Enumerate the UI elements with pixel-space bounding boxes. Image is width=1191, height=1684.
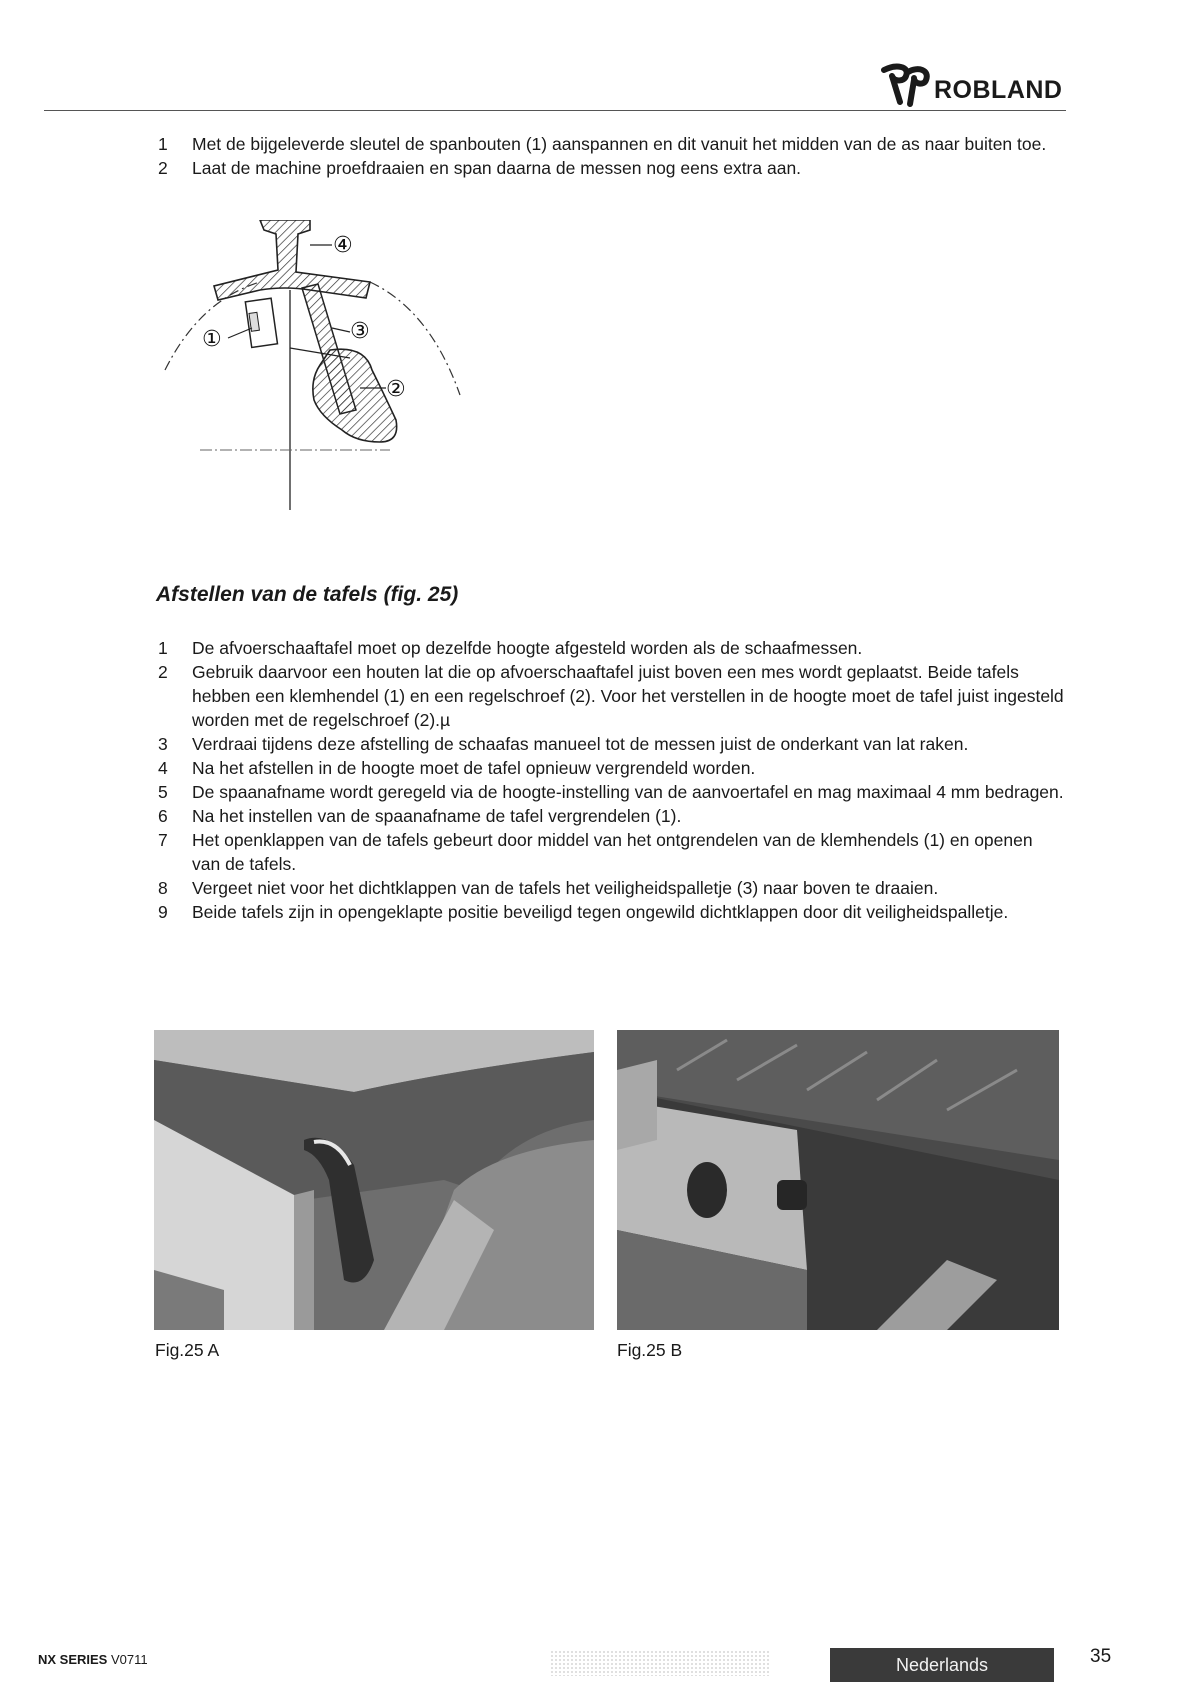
list-item [158, 900, 1064, 924]
list-item [158, 756, 1064, 780]
list-item [158, 732, 1064, 756]
robland-logo [880, 62, 1063, 108]
step-text: Het openklappen van de tafels gebeurt door middel van het ontgrendelen van de klemhendels (1) en openen van de tafels. [192, 830, 1033, 874]
series-name: NX SERIES [38, 1652, 108, 1667]
step-number: 7 [158, 830, 168, 850]
section-title: Afstellen van de tafels (fig. 25) [156, 583, 459, 606]
step-number: 1 [158, 134, 168, 154]
step-number: 8 [158, 878, 168, 898]
step-number: 1 [158, 638, 168, 658]
step-text: Na het afstellen in de hoogte moet de tafel opnieuw vergrendeld worden. [192, 758, 756, 778]
step-number: 5 [158, 782, 168, 802]
page-number: 35 [1090, 1646, 1112, 1667]
step-number: 3 [158, 734, 168, 754]
callout-4: ④ [333, 233, 353, 258]
table-adjustment-steps-list [158, 636, 1064, 924]
step-text: Beide tafels zijn in opengeklapte positie beveiligd tegen ongewild dichtklappen door dit veiligheidspalletje. [192, 902, 1009, 922]
step-text: Verdraai tijdens deze afstelling de schaafas manueel tot de messen juist de onderkant van lat raken. [192, 734, 969, 754]
list-item [158, 876, 1064, 900]
header-rule [44, 110, 1066, 111]
step-text: Na het instellen van de spaanafname de tafel vergrendelen (1). [192, 806, 682, 826]
step-text: Met de bijgeleverde sleutel de spanbouten (1) aanspannen en dit vanuit het midden van de as naar buiten toe. [192, 134, 1047, 154]
list-item [158, 132, 1048, 156]
list-item [158, 828, 1064, 876]
step-number: 2 [158, 158, 168, 178]
brand-name: ROBLAND [934, 76, 1063, 104]
language-tab: Nederlands [830, 1648, 1054, 1682]
footer-series [38, 1652, 148, 1667]
step-text: De afvoerschaaftafel moet op dezelfde hoogte afgesteld worden als de schaafmessen. [192, 638, 863, 658]
callout-1: ① [202, 327, 222, 352]
figure-25a-caption: Fig.25 A [155, 1340, 220, 1360]
intro-steps-list [158, 132, 1048, 180]
list-item [158, 156, 1048, 180]
step-text: Gebruik daarvoor een houten lat die op afvoerschaaftafel juist boven een mes wordt geplaatst. Beide tafels hebben een klemhendel (1) en een regelschroef (2). Voor het verstellen in de hoogte moet de tafel juist ingesteld worden met de regelschroef (2).µ [192, 662, 1064, 730]
callout-2: ② [386, 377, 406, 402]
step-number: 4 [158, 758, 168, 778]
step-number: 6 [158, 806, 168, 826]
list-item [158, 636, 1064, 660]
list-item [158, 804, 1064, 828]
figure-25b-photo [617, 1030, 1059, 1330]
step-text: De spaanafname wordt geregeld via de hoogte-instelling van de aanvoertafel en mag maximaal 4 mm bedragen. [192, 782, 1064, 802]
figure-25a-photo [154, 1030, 594, 1330]
step-number: 2 [158, 662, 168, 682]
figure-25b-caption: Fig.25 B [617, 1340, 683, 1360]
robland-logo-mark-icon [880, 62, 932, 108]
callout-3: ③ [350, 319, 370, 344]
step-text: Vergeet niet voor het dichtklappen van de tafels het veiligheidspalletje (3) naar boven te draaien. [192, 878, 939, 898]
cutterhead-knife-diagram [160, 220, 480, 530]
step-number: 9 [158, 902, 168, 922]
step-text: Laat de machine proefdraaien en span daarna de messen nog eens extra aan. [192, 158, 802, 178]
list-item [158, 780, 1064, 804]
list-item [158, 660, 1064, 732]
footer-decoration [550, 1650, 770, 1676]
series-version: V0711 [110, 1652, 148, 1667]
